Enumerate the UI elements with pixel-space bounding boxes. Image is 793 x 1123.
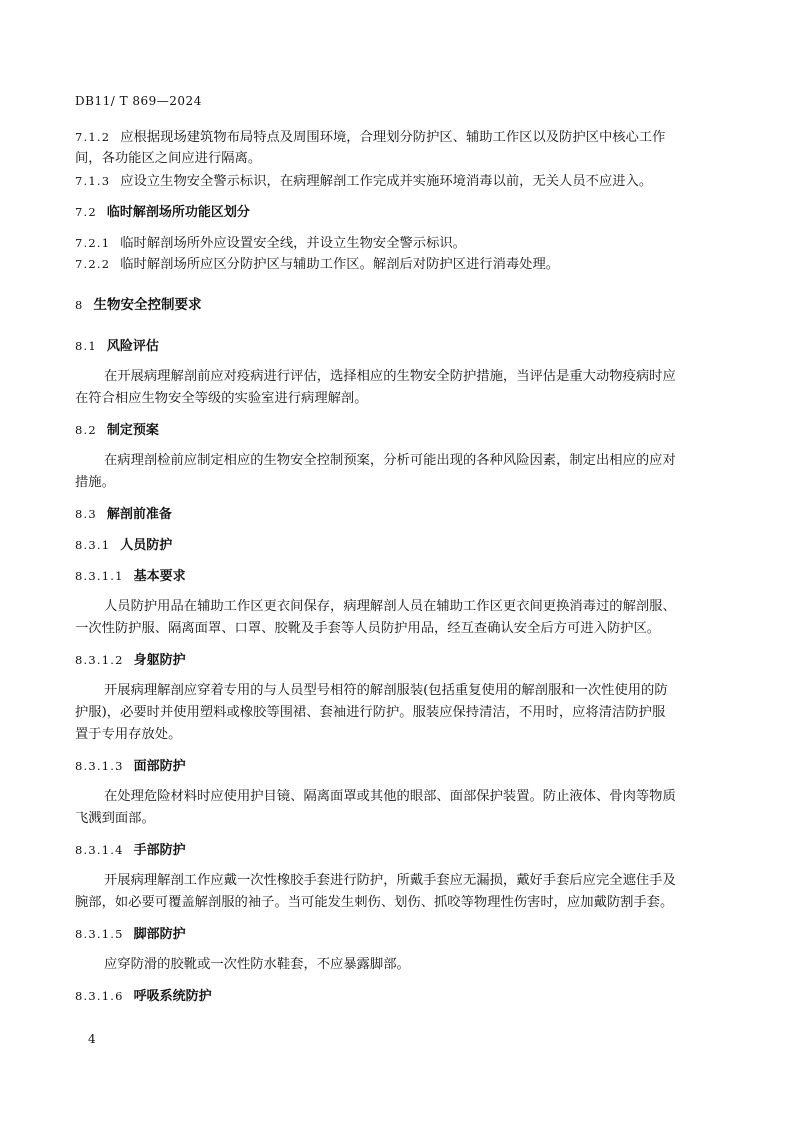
paragraph-line: 在开展病理解剖前应对疫病进行评估，选择相应的生物安全防护措施，当评估是重大动物疫病时应 — [104, 369, 676, 384]
heading-number: 8.3.1.5 — [75, 927, 124, 941]
clause-7-2-1 — [75, 234, 466, 253]
heading-title: 生物安全控制要求 — [93, 297, 202, 313]
heading-7-2 — [75, 203, 250, 222]
paragraph-line: 开展病理解剖工作应戴一次性橡胶手套进行防护，所戴手套应无漏损，戴好手套后应完全遮住手及 — [104, 873, 676, 888]
heading-number: 8.3.1.4 — [75, 843, 124, 857]
heading-8-3-1-4 — [75, 841, 186, 860]
heading-8-1 — [75, 337, 159, 356]
heading-title: 制定预案 — [106, 423, 159, 438]
heading-title: 面部防护 — [133, 759, 186, 774]
heading-8-3-1-1 — [75, 567, 186, 586]
heading-title: 人员防护 — [120, 538, 173, 553]
heading-8 — [75, 296, 202, 315]
paragraph-line: 在处理危险材料时应使用护目镜、隔离面罩或其他的眼部、面部保护装置。防止液体、骨肉等物质 — [104, 789, 676, 804]
heading-8-3-1-6 — [75, 987, 212, 1006]
heading-number: 8.2 — [75, 423, 97, 437]
page-number: 4 — [88, 1032, 96, 1046]
heading-8-2 — [75, 421, 159, 440]
heading-8-3-1-5 — [75, 925, 186, 944]
paragraph-line: 人员防护用品在辅助工作区更衣间保存，病理解剖人员在辅助工作区更衣间更换消毒过的解剖服、 — [104, 599, 676, 614]
clause-7-1-2 — [75, 128, 665, 147]
heading-8-3-1-3 — [75, 757, 186, 776]
paragraph-line: 在符合相应生物安全等级的实验室进行病理解剖。 — [75, 391, 368, 406]
heading-8-3-1 — [75, 536, 172, 555]
clause-number: 7.2.2 — [75, 257, 111, 271]
heading-8-3 — [75, 505, 172, 524]
clause-text: 应设立生物安全警示标识，在病理解剖工作完成并实施环境消毒以前，无关人员不应进入。 — [120, 174, 653, 189]
clause-text: 临时解剖场所外应设置安全线，并设立生物安全警示标识。 — [120, 236, 466, 251]
clause-7-2-2 — [75, 255, 559, 274]
heading-number: 7.2 — [75, 205, 97, 219]
heading-title: 手部防护 — [133, 843, 186, 858]
heading-8-3-1-2 — [75, 651, 186, 670]
heading-number: 8.3.1.6 — [75, 989, 124, 1003]
heading-title: 呼吸系统防护 — [133, 989, 212, 1004]
clause-text: 应根据现场建筑物布局特点及周围环境，合理划分防护区、辅助工作区以及防护区中核心工作 — [120, 130, 666, 145]
heading-title: 脚部防护 — [133, 927, 186, 942]
paragraph-line: 应穿防滑的胶靴或一次性防水鞋套，不应暴露脚部。 — [104, 957, 410, 972]
heading-number: 8.3.1.1 — [75, 569, 124, 583]
paragraph-line: 开展病理解剖应穿着专用的与人员型号相符的解剖服装(包括重复使用的解剖服和一次性使用的防 — [104, 683, 668, 698]
heading-title: 基本要求 — [133, 569, 186, 584]
heading-number: 8.1 — [75, 339, 97, 353]
clause-7-1-2-cont: 间，各功能区之间应进行隔离。 — [75, 151, 262, 166]
clause-number: 7.1.2 — [75, 130, 111, 144]
clause-number: 7.2.1 — [75, 236, 111, 250]
heading-number: 8.3.1.3 — [75, 759, 124, 773]
heading-title: 解剖前准备 — [106, 507, 172, 522]
heading-number: 8 — [75, 298, 84, 312]
paragraph-line: 护服)，必要时并使用塑料或橡胶等围裙、套袖进行防护。服装应保持清洁，不用时，应将清洁防护服 — [75, 705, 666, 720]
clause-text: 临时解剖场所应区分防护区与辅助工作区。解剖后对防护区进行消毒处理。 — [120, 257, 560, 272]
heading-title: 身躯防护 — [133, 653, 186, 668]
heading-title: 风险评估 — [106, 339, 159, 354]
clause-7-1-3 — [75, 172, 652, 191]
heading-number: 8.3 — [75, 507, 97, 521]
clause-number: 7.1.3 — [75, 174, 111, 188]
paragraph-line: 腕部，如必要可覆盖解剖服的袖子。当可能发生刺伤、划伤、抓咬等物理性伤害时，应加戴防割手套。 — [75, 895, 674, 910]
paragraph-line: 飞溅到面部。 — [75, 811, 155, 826]
heading-number: 8.3.1.2 — [75, 653, 124, 667]
paragraph-line: 一次性防护服、隔离面罩、口罩、胶靴及手套等人员防护用品，经互查确认安全后方可进入防护区。 — [75, 621, 661, 636]
document-code: DB11/ T 869—2024 — [75, 94, 202, 108]
paragraph-line: 置于专用存放处。 — [75, 727, 182, 742]
paragraph-line: 措施。 — [75, 475, 115, 490]
paragraph-line: 在病理剖检前应制定相应的生物安全控制预案，分析可能出现的各种风险因素，制定出相应的应对 — [104, 453, 676, 468]
heading-number: 8.3.1 — [75, 538, 111, 552]
heading-title: 临时解剖场所功能区划分 — [106, 205, 250, 220]
